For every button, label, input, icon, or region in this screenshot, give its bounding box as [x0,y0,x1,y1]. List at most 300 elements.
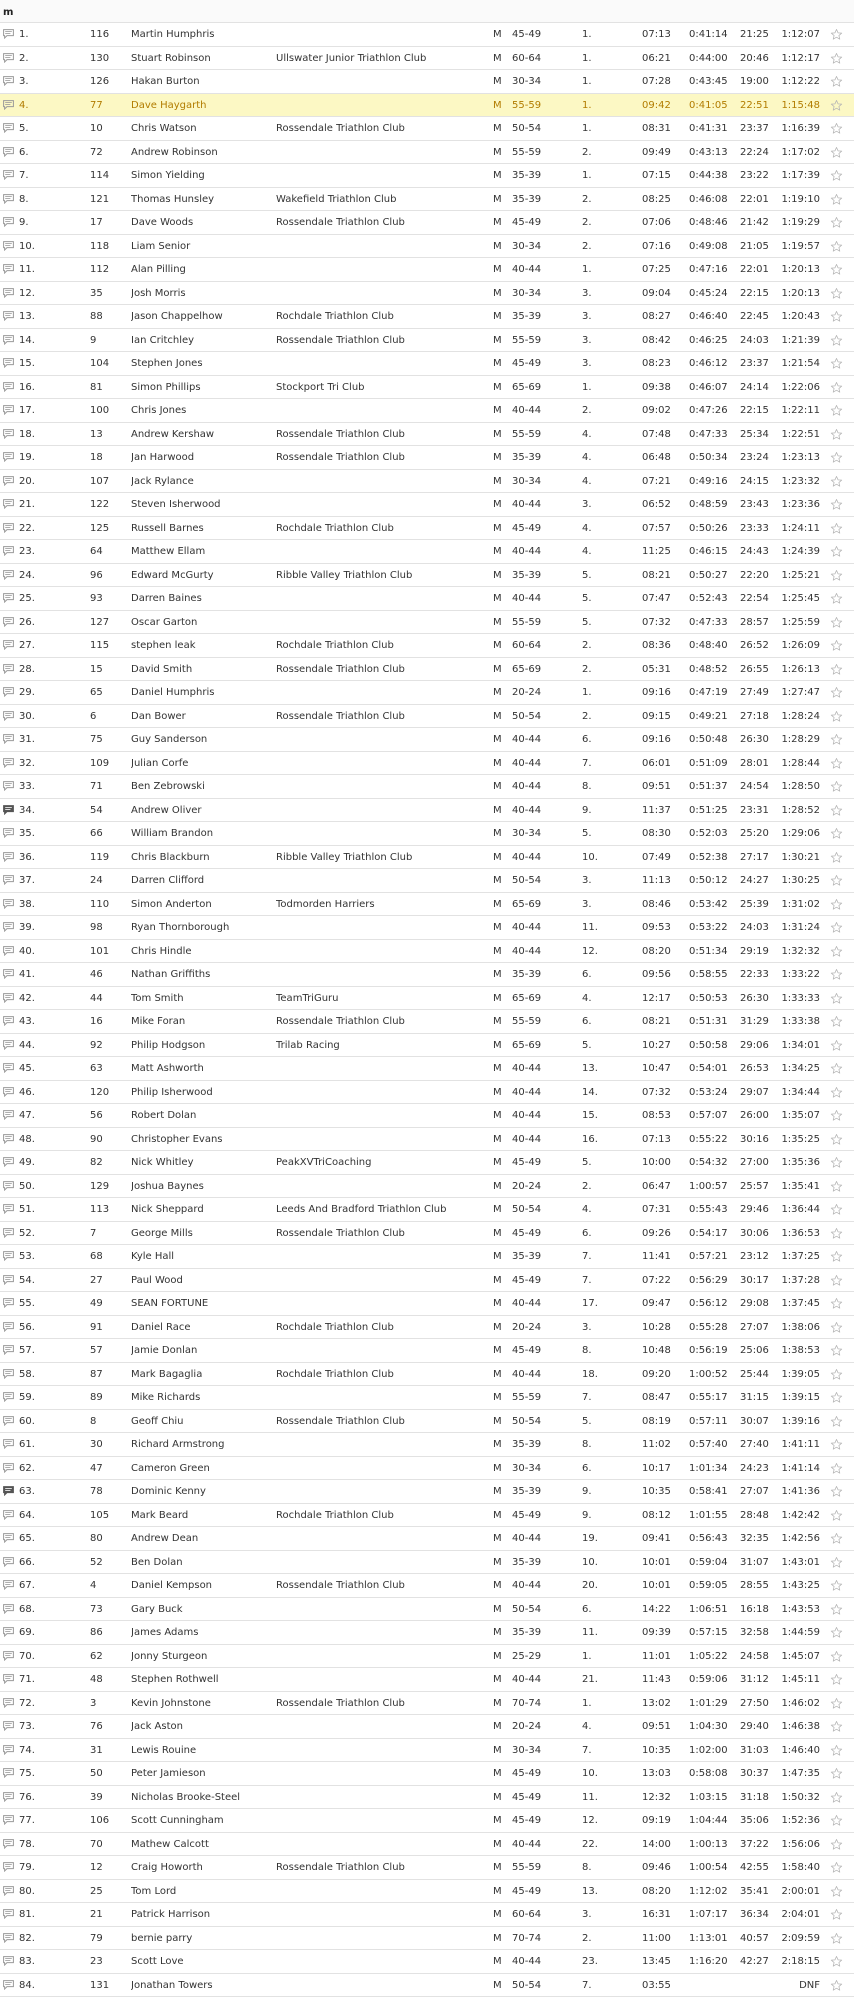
star-icon[interactable] [830,1480,846,1502]
table-row[interactable] [0,846,854,870]
star-icon[interactable] [830,1198,846,1220]
star-icon[interactable] [830,1856,846,1878]
table-row[interactable] [0,141,854,165]
table-row[interactable] [0,869,854,893]
athlete-name-cell: Craig Howorth [131,1856,271,1879]
category-cell: 60-64 [512,47,572,70]
split-2-cell: 0:55:43 [689,1198,749,1221]
comment-icon[interactable] [3,846,17,868]
table-row[interactable] [0,1574,854,1598]
comment-icon[interactable] [3,282,17,304]
comment-icon[interactable] [3,775,17,797]
table-row[interactable] [0,1598,854,1622]
table-row[interactable] [0,1386,854,1410]
table-row[interactable] [0,23,854,47]
table-row[interactable] [0,1551,854,1575]
comment-icon[interactable] [3,1551,17,1573]
table-row[interactable] [0,1410,854,1434]
star-icon[interactable] [830,70,846,92]
table-row[interactable] [0,235,854,259]
comment-icon[interactable] [3,1621,17,1643]
table-row[interactable] [0,1175,854,1199]
star-icon[interactable] [830,611,846,633]
star-icon[interactable] [830,164,846,186]
comment-icon[interactable] [3,940,17,962]
split-3-cell: 21:42 [740,211,782,234]
table-row[interactable] [0,681,854,705]
comment-icon[interactable] [3,963,17,985]
comment-icon[interactable] [3,1198,17,1220]
category-position-cell: 1. [582,164,622,187]
comment-icon[interactable] [3,117,17,139]
star-icon[interactable] [830,1692,846,1714]
star-icon[interactable] [830,352,846,374]
table-row[interactable] [0,1104,854,1128]
comment-icon[interactable] [3,211,17,233]
star-icon[interactable] [830,1363,846,1385]
comment-icon[interactable] [3,23,17,45]
star-icon[interactable] [830,564,846,586]
star-icon[interactable] [830,658,846,680]
star-icon[interactable] [830,846,846,868]
table-row[interactable] [0,352,854,376]
comment-icon[interactable] [3,493,17,515]
star-icon[interactable] [830,987,846,1009]
comment-icon[interactable] [3,1715,17,1737]
comment-icon[interactable] [3,188,17,210]
star-icon[interactable] [830,1809,846,1831]
table-row[interactable] [0,752,854,776]
star-icon[interactable] [830,305,846,327]
star-icon[interactable] [830,376,846,398]
star-icon[interactable] [830,1433,846,1455]
comment-icon[interactable] [3,1480,17,1502]
star-icon[interactable] [830,1903,846,1925]
star-icon[interactable] [830,1786,846,1808]
athlete-name-cell: Jamie Donlan [131,1339,271,1362]
star-icon[interactable] [830,23,846,45]
star-icon[interactable] [830,188,846,210]
table-row[interactable] [0,963,854,987]
total-time-cell: 1:27:47 [750,681,820,704]
table-row[interactable] [0,540,854,564]
star-icon[interactable] [830,1880,846,1902]
category-position-cell: 20. [582,1574,622,1597]
star-icon[interactable] [830,493,846,515]
table-row[interactable] [0,1527,854,1551]
comment-icon[interactable] [3,1833,17,1855]
table-row[interactable] [0,916,854,940]
star-icon[interactable] [830,1104,846,1126]
comment-icon[interactable] [3,728,17,750]
star-icon[interactable] [830,1245,846,1267]
club-cell: Rossendale Triathlon Club [276,1010,476,1033]
table-row[interactable] [0,1269,854,1293]
comment-icon[interactable] [3,329,17,351]
comment-icon[interactable] [3,141,17,163]
table-row[interactable] [0,1222,854,1246]
split-2-cell: 1:00:57 [689,1175,749,1198]
star-icon[interactable] [830,446,846,468]
table-row[interactable] [0,1786,854,1810]
star-icon[interactable] [830,1057,846,1079]
table-row[interactable] [0,1762,854,1786]
table-row[interactable] [0,1739,854,1763]
star-icon[interactable] [830,211,846,233]
star-icon[interactable] [830,470,846,492]
table-row[interactable] [0,1645,854,1669]
comment-icon[interactable] [3,1104,17,1126]
star-icon[interactable] [830,329,846,351]
table-row[interactable] [0,282,854,306]
table-row[interactable] [0,446,854,470]
athlete-name-cell: Mike Foran [131,1010,271,1033]
table-row[interactable] [0,329,854,353]
table-row[interactable] [0,399,854,423]
comment-icon[interactable] [3,658,17,680]
table-row[interactable] [0,799,854,823]
star-icon[interactable] [830,728,846,750]
comment-icon[interactable] [3,1222,17,1244]
comment-icon[interactable] [3,1786,17,1808]
split-3-cell: 24:15 [740,470,782,493]
star-icon[interactable] [830,1574,846,1596]
star-icon[interactable] [830,1762,846,1784]
star-icon[interactable] [830,1715,846,1737]
table-row[interactable] [0,1833,854,1857]
star-icon[interactable] [830,1010,846,1032]
star-icon[interactable] [830,1739,846,1761]
position-cell: 21. [19,493,69,516]
table-row[interactable] [0,1927,854,1951]
star-icon[interactable] [830,587,846,609]
total-time-cell: 1:17:39 [750,164,820,187]
comment-icon[interactable] [3,1527,17,1549]
star-icon[interactable] [830,47,846,69]
table-row[interactable] [0,1292,854,1316]
star-icon[interactable] [830,1598,846,1620]
table-row[interactable] [0,211,854,235]
comment-icon[interactable] [3,94,17,116]
table-row[interactable] [0,188,854,212]
comment-icon[interactable] [3,611,17,633]
comment-icon[interactable] [3,916,17,938]
table-row[interactable] [0,1692,854,1716]
comment-icon[interactable] [3,1010,17,1032]
comment-icon[interactable] [3,1269,17,1291]
comment-icon[interactable] [3,1175,17,1197]
comment-icon[interactable] [3,540,17,562]
star-icon[interactable] [830,1645,846,1667]
star-icon[interactable] [830,1504,846,1526]
comment-icon[interactable] [3,1903,17,1925]
star-icon[interactable] [830,822,846,844]
star-icon[interactable] [830,1222,846,1244]
star-icon[interactable] [830,752,846,774]
star-icon[interactable] [830,893,846,915]
star-icon[interactable] [830,1457,846,1479]
star-icon[interactable] [830,1386,846,1408]
comment-icon[interactable] [3,1057,17,1079]
club-cell: Todmorden Harriers [276,893,476,916]
table-row[interactable] [0,258,854,282]
star-icon[interactable] [830,1292,846,1314]
comment-icon[interactable] [3,305,17,327]
comment-icon[interactable] [3,799,17,821]
comment-icon[interactable] [3,681,17,703]
category-cell: 35-39 [512,1480,572,1503]
comment-icon[interactable] [3,1739,17,1761]
comment-icon[interactable] [3,1316,17,1338]
gender-cell: M [493,1739,507,1762]
bib-number-cell: 73 [90,1598,130,1621]
comment-icon[interactable] [3,752,17,774]
star-icon[interactable] [830,258,846,280]
star-icon[interactable] [830,1081,846,1103]
comment-icon[interactable] [3,352,17,374]
table-row[interactable] [0,376,854,400]
table-row[interactable] [0,1880,854,1904]
comment-icon[interactable] [3,70,17,92]
table-row[interactable] [0,940,854,964]
table-row[interactable] [0,305,854,329]
comment-icon[interactable] [3,1692,17,1714]
table-row[interactable] [0,822,854,846]
comment-icon[interactable] [3,1856,17,1878]
comment-icon[interactable] [3,1128,17,1150]
athlete-name-cell: Dominic Kenny [131,1480,271,1503]
star-icon[interactable] [830,1927,846,1949]
table-row[interactable] [0,775,854,799]
table-row[interactable] [0,1081,854,1105]
comment-icon[interactable] [3,1339,17,1361]
category-cell: 50-54 [512,1598,572,1621]
bib-number-cell: 30 [90,1433,130,1456]
table-row[interactable] [0,728,854,752]
table-row[interactable] [0,987,854,1011]
comment-icon[interactable] [3,1598,17,1620]
table-row[interactable] [0,1433,854,1457]
comment-icon[interactable] [3,446,17,468]
table-row[interactable] [0,587,854,611]
comment-icon[interactable] [3,1880,17,1902]
comment-icon[interactable] [3,1809,17,1831]
star-icon[interactable] [830,141,846,163]
star-icon[interactable] [830,681,846,703]
star-icon[interactable] [830,1950,846,1972]
position-cell: 59. [19,1386,69,1409]
table-row[interactable] [0,1903,854,1927]
star-icon[interactable] [830,1527,846,1549]
comment-icon[interactable] [3,1668,17,1690]
comment-icon[interactable] [3,1950,17,1972]
comment-icon[interactable] [3,987,17,1009]
star-icon[interactable] [830,399,846,421]
athlete-name-cell: Josh Morris [131,282,271,305]
table-row[interactable] [0,1010,854,1034]
star-icon[interactable] [830,235,846,257]
split-1-cell: 07:15 [642,164,684,187]
star-icon[interactable] [830,775,846,797]
table-row[interactable] [0,611,854,635]
table-row[interactable] [0,1339,854,1363]
star-icon[interactable] [830,869,846,891]
split-1-cell: 09:46 [642,1856,684,1879]
star-icon[interactable] [830,1151,846,1173]
star-icon[interactable] [830,1410,846,1432]
star-icon[interactable] [830,1269,846,1291]
table-row[interactable] [0,1809,854,1833]
comment-icon[interactable] [3,1457,17,1479]
table-row[interactable] [0,1480,854,1504]
star-icon[interactable] [830,1316,846,1338]
comment-icon[interactable] [3,1974,17,1996]
star-icon[interactable] [830,634,846,656]
split-1-cell: 08:47 [642,1386,684,1409]
gender-cell: M [493,1175,507,1198]
star-icon[interactable] [830,1551,846,1573]
category-position-cell: 4. [582,446,622,469]
split-2-cell: 0:48:52 [689,658,749,681]
star-icon[interactable] [830,1128,846,1150]
comment-icon[interactable] [3,1151,17,1173]
star-icon[interactable] [830,282,846,304]
club-cell: Rossendale Triathlon Club [276,1410,476,1433]
category-position-cell: 4. [582,987,622,1010]
star-icon[interactable] [830,517,846,539]
table-row[interactable] [0,1856,854,1880]
table-row[interactable] [0,517,854,541]
athlete-name-cell: Robert Dolan [131,1104,271,1127]
comment-icon[interactable] [3,164,17,186]
gender-cell: M [493,987,507,1010]
table-row[interactable] [0,1057,854,1081]
comment-icon[interactable] [3,235,17,257]
comment-icon[interactable] [3,822,17,844]
comment-icon[interactable] [3,705,17,727]
table-row[interactable] [0,94,854,118]
table-row[interactable] [0,1504,854,1528]
comment-icon[interactable] [3,1574,17,1596]
table-row[interactable] [0,70,854,94]
star-icon[interactable] [830,963,846,985]
split-3-cell: 22:33 [740,963,782,986]
comment-icon[interactable] [3,1034,17,1056]
split-2-cell: 0:56:12 [689,1292,749,1315]
comment-icon[interactable] [3,1245,17,1267]
star-icon[interactable] [830,1833,846,1855]
position-cell: 18. [19,423,69,446]
position-cell: 65. [19,1527,69,1550]
comment-icon[interactable] [3,517,17,539]
category-cell: 65-69 [512,1034,572,1057]
table-row[interactable] [0,658,854,682]
comment-icon[interactable] [3,423,17,445]
table-row[interactable] [0,1034,854,1058]
comment-icon[interactable] [3,1292,17,1314]
table-row[interactable] [0,1974,854,1997]
star-icon[interactable] [830,916,846,938]
bib-number-cell: 17 [90,211,130,234]
table-row[interactable] [0,1128,854,1152]
table-row[interactable] [0,1668,854,1692]
split-3-cell: 24:23 [740,1457,782,1480]
table-row[interactable] [0,470,854,494]
comment-icon[interactable] [3,1504,17,1526]
split-3-cell: 24:54 [740,775,782,798]
star-icon[interactable] [830,1175,846,1197]
comment-icon[interactable] [3,1927,17,1949]
table-row[interactable] [0,47,854,71]
comment-icon[interactable] [3,376,17,398]
comment-icon[interactable] [3,1433,17,1455]
position-cell: 39. [19,916,69,939]
table-row[interactable] [0,634,854,658]
star-icon[interactable] [830,1974,846,1996]
star-icon[interactable] [830,705,846,727]
table-row[interactable] [0,1950,854,1974]
comment-icon[interactable] [3,564,17,586]
comment-icon[interactable] [3,258,17,280]
split-3-cell: 22:01 [740,188,782,211]
table-row[interactable] [0,117,854,141]
table-row[interactable] [0,1363,854,1387]
star-icon[interactable] [830,1034,846,1056]
comment-icon[interactable] [3,893,17,915]
comment-icon[interactable] [3,634,17,656]
comment-icon[interactable] [3,1762,17,1784]
table-row[interactable] [0,1245,854,1269]
comment-icon[interactable] [3,869,17,891]
table-row[interactable] [0,493,854,517]
table-row[interactable] [0,1715,854,1739]
table-row[interactable] [0,1621,854,1645]
category-cell: 45-49 [512,1809,572,1832]
club-cell: Rossendale Triathlon Club [276,1222,476,1245]
table-row[interactable] [0,423,854,447]
comment-icon[interactable] [3,399,17,421]
star-icon[interactable] [830,799,846,821]
comment-icon[interactable] [3,1410,17,1432]
table-row[interactable] [0,164,854,188]
position-cell: 71. [19,1668,69,1691]
comment-icon[interactable] [3,470,17,492]
table-row[interactable] [0,893,854,917]
star-icon[interactable] [830,1339,846,1361]
table-row[interactable] [0,1151,854,1175]
table-row[interactable] [0,1198,854,1222]
star-icon[interactable] [830,423,846,445]
table-row[interactable] [0,705,854,729]
star-icon[interactable] [830,117,846,139]
comment-icon[interactable] [3,1645,17,1667]
athlete-name-cell: Chris Blackburn [131,846,271,869]
star-icon[interactable] [830,940,846,962]
comment-icon[interactable] [3,47,17,69]
comment-icon[interactable] [3,1363,17,1385]
position-cell: 29. [19,681,69,704]
table-row[interactable] [0,1316,854,1340]
star-icon[interactable] [830,1621,846,1643]
star-icon[interactable] [830,1668,846,1690]
comment-icon[interactable] [3,587,17,609]
comment-icon[interactable] [3,1386,17,1408]
table-row[interactable] [0,1457,854,1481]
table-row[interactable] [0,564,854,588]
star-icon[interactable] [830,94,846,116]
comment-icon[interactable] [3,1081,17,1103]
star-icon[interactable] [830,540,846,562]
